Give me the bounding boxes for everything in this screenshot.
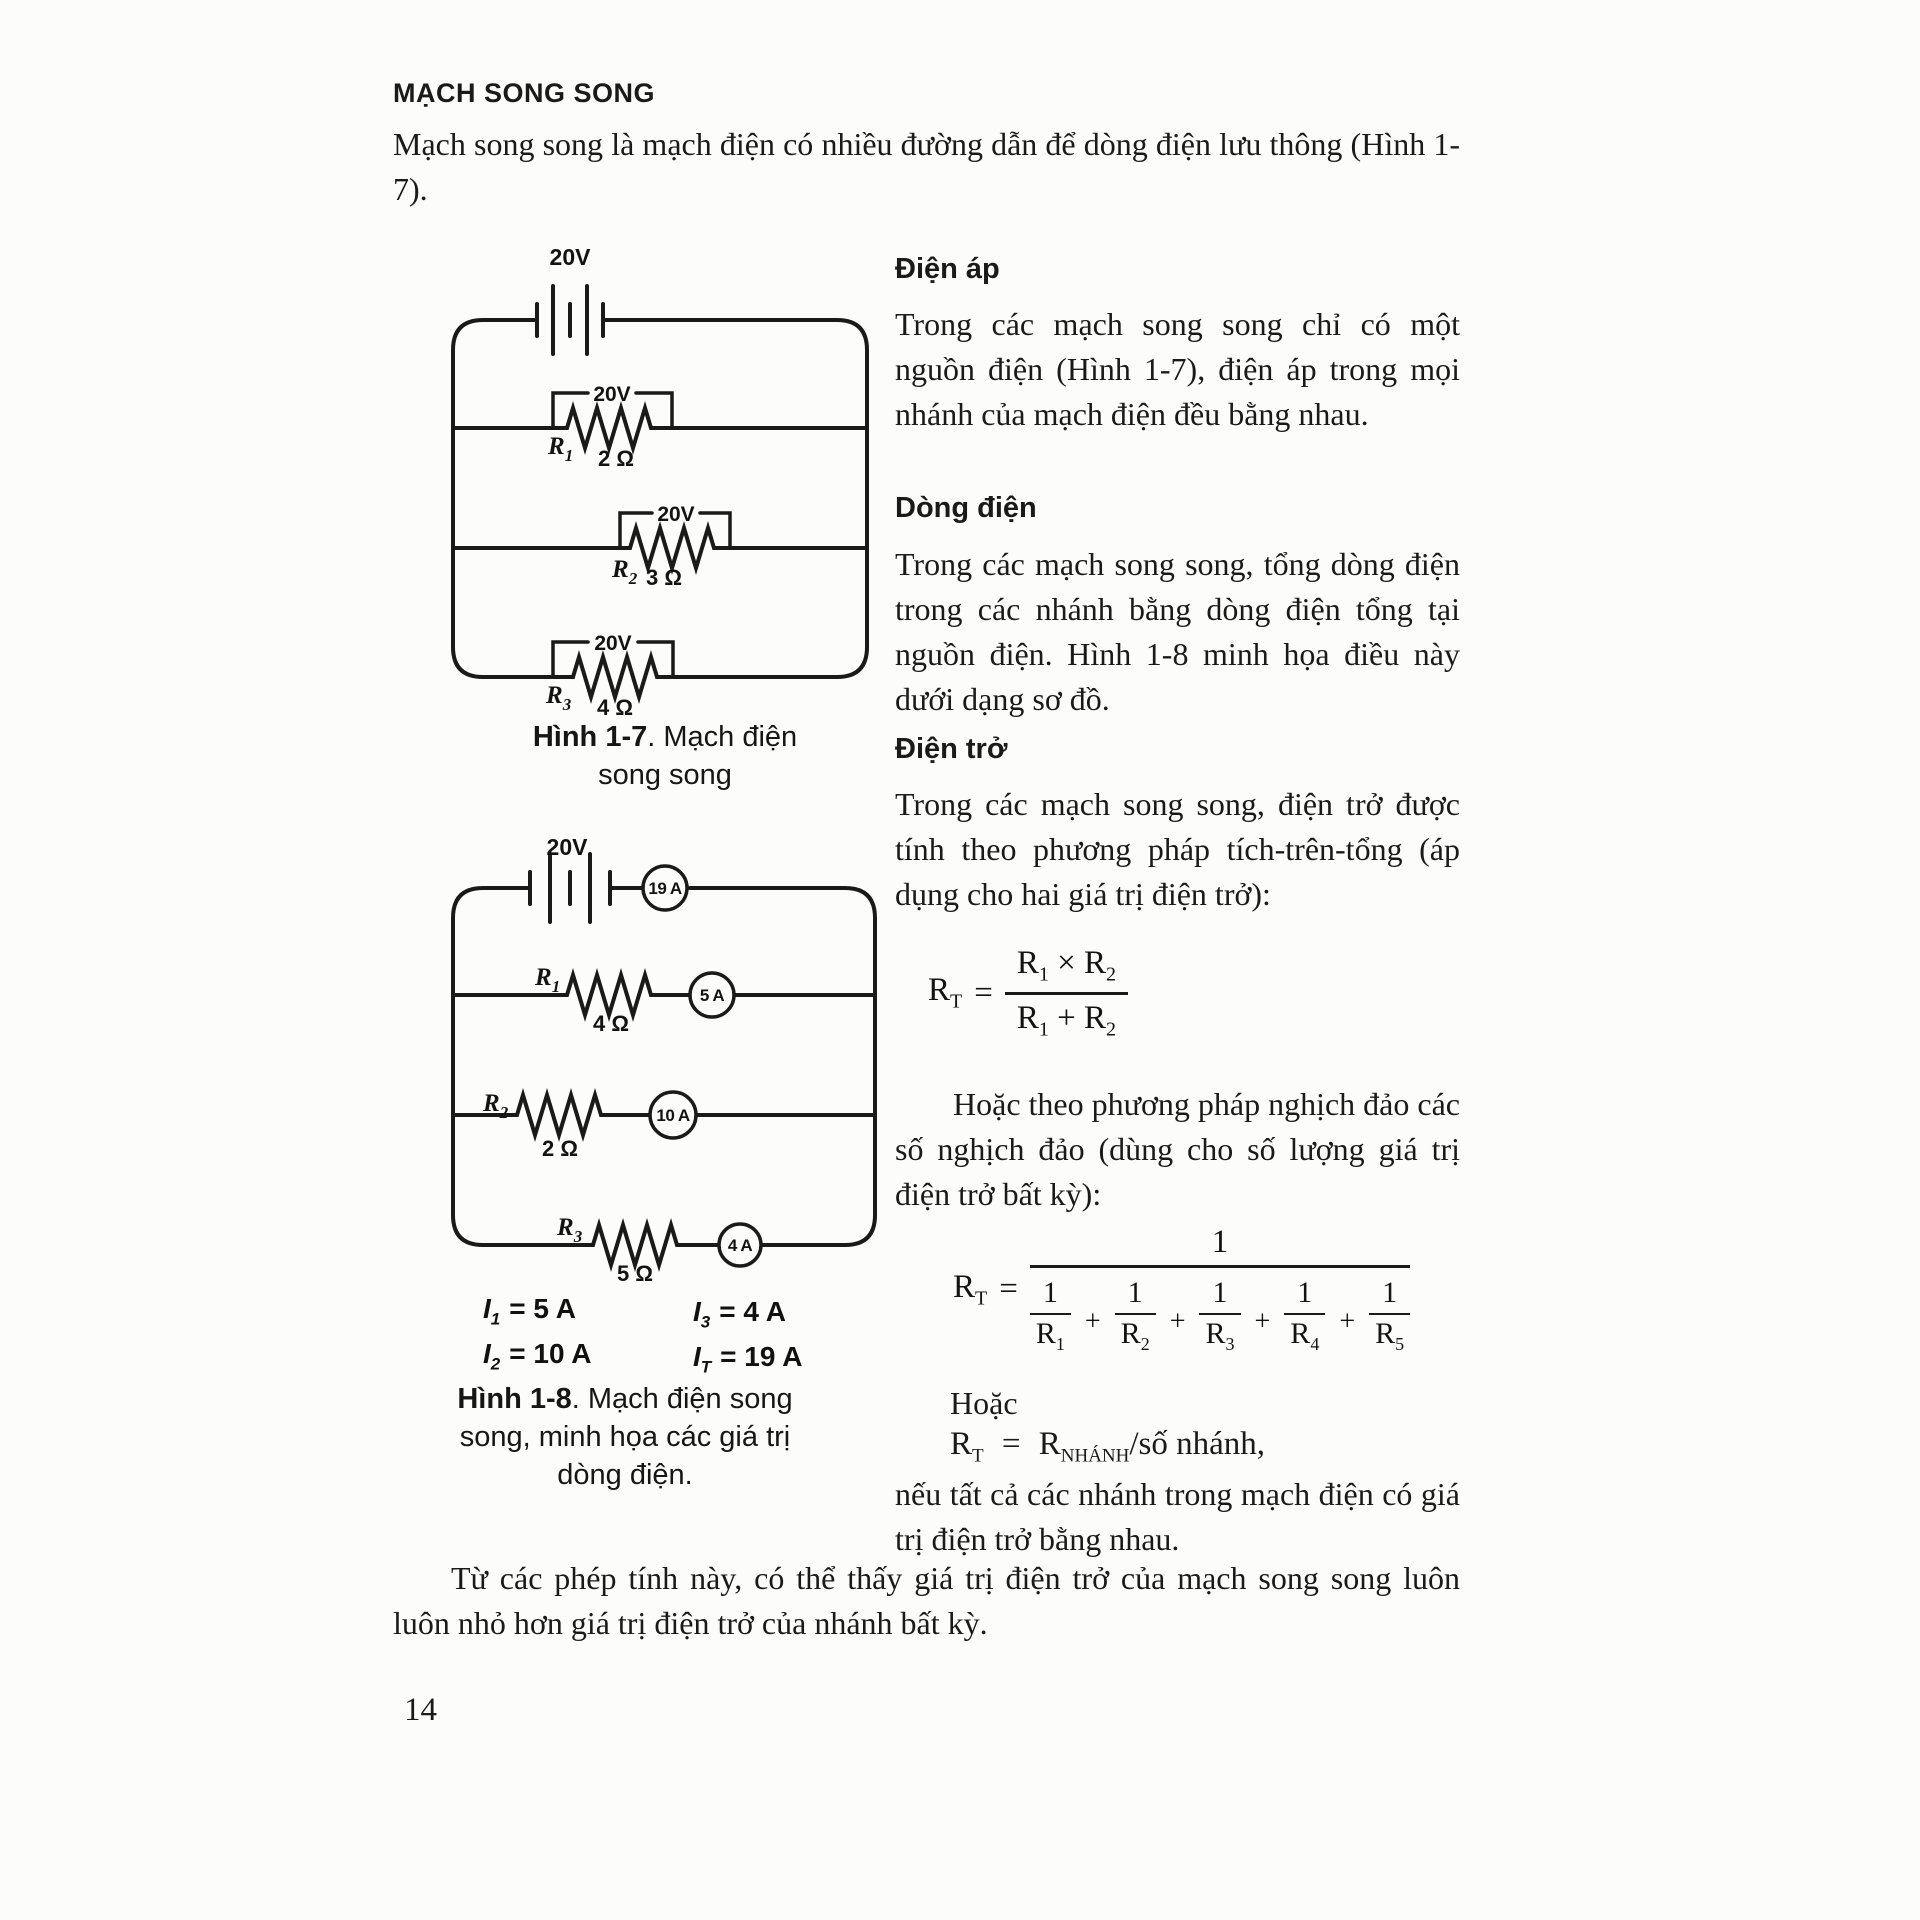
caption-line: song song (598, 759, 732, 791)
formula-reciprocal (953, 1224, 1410, 1355)
ammeter-r3-value: 4 A (727, 1236, 753, 1255)
formula-lhs: $R_T$ (950, 1426, 984, 1467)
resistor-r1-icon (453, 975, 875, 1015)
fig18-current-i2: $I_2 = 10$ A (483, 1338, 592, 1374)
resistor-r1-label: $R_1$ (548, 433, 574, 465)
fig18-current-i1: $I_1 = 5$ A (483, 1293, 576, 1329)
caption-line: Hình 1-8. Mạch điện song (457, 1383, 793, 1415)
figure-1-8-circuit-diagram (440, 833, 892, 1303)
formula-branch (950, 1426, 1265, 1468)
term-2: $\frac{1}{R_2}$ (1115, 1276, 1156, 1355)
heading-voltage: Điện áp (895, 253, 1000, 285)
ammeter-r2-value: 10 A (656, 1106, 690, 1125)
caption-line: Hình 1-7. Mạch điện (532, 721, 798, 753)
formula-lhs: $R_T$ (953, 1268, 988, 1310)
circuit-wires (453, 286, 867, 697)
resistor-r3-ohms: 5 Ω (617, 1261, 653, 1286)
circuit-wires (453, 854, 875, 1266)
plus-sign: + (1084, 1305, 1101, 1337)
term-4: $\frac{1}{R_4}$ (1284, 1276, 1325, 1355)
ammeter-r1-value: 5 A (699, 986, 725, 1005)
equals-sign: = (999, 1271, 1018, 1307)
resistor-r2-label: $R_2$ (483, 1090, 509, 1122)
figure-1-8-caption (395, 1380, 855, 1494)
fraction-denominator: $R_1 + R_2$ (1005, 992, 1128, 1042)
battery-voltage-label: 20V (546, 834, 588, 860)
plus-sign: + (1254, 1305, 1271, 1337)
r1-voltage-label: 20V (593, 383, 631, 406)
r2-voltage-label: 20V (657, 503, 695, 526)
paragraph-resistance: Trong các mạch song song, điện trở được tính theo phương pháp tích-trên-tổng (áp dụng cho hai giá trị điện trở): (895, 786, 1460, 912)
outer-loop-wire (453, 888, 875, 1265)
resistor-r3-label: $R_3$ (557, 1214, 583, 1246)
equals-sign: = (974, 974, 993, 1011)
heading-current: Dòng điện (895, 492, 1037, 524)
resistor-r1-label: $R_1$ (535, 964, 561, 996)
big-fraction (1030, 1224, 1410, 1355)
paragraph-current: Trong các mạch song song, tổng dòng điện trong các nhánh bằng dòng điện tổng tại nguồn điện. Hình 1-8 minh họa điều này dưới dạng sơ đồ. (895, 546, 1460, 717)
resistor-r3-label: $R_3$ (546, 682, 572, 714)
figure-1-7-circuit-diagram (440, 225, 890, 730)
paragraph-voltage: Trong các mạch song song chỉ có một nguồn điện (Hình 1-7), điện áp trong mọi nhánh của mạch điện đều bằng nhau. (895, 306, 1460, 432)
equals-sign: = (1001, 1426, 1021, 1462)
battery-icon (530, 854, 610, 922)
plus-sign: + (1169, 1305, 1186, 1337)
r3-voltage-label: 20V (594, 632, 632, 655)
resistor-r1-icon (453, 408, 867, 448)
resistor-r1-ohms: 2 Ω (598, 446, 634, 471)
caption-line: dòng điện. (557, 1459, 693, 1491)
resistor-r2-ohms: 3 Ω (646, 565, 682, 590)
intro-paragraph: Mạch song song là mạch điện có nhiều đường dẫn để dòng điện lưu thông (Hình 1-7). (393, 126, 1460, 207)
resistor-r2-label: $R_2$ (612, 556, 638, 588)
page-number: 14 (404, 1692, 437, 1728)
formula-rhs: $R_{NHÁNH}/số$ nhánh, (1038, 1426, 1266, 1467)
branch-note: nếu tất cả các nhánh trong mạch điện có giá trị điện trở bằng nhau. (895, 1476, 1460, 1557)
resistor-r3-ohms: 4 Ω (597, 695, 633, 720)
resistor-r2-icon (453, 528, 867, 568)
fraction-numerator: $R_1 \times R_2$ (1016, 945, 1117, 986)
caption-line: song, minh họa các giá trị (459, 1421, 791, 1453)
paragraph-reciprocal: Hoặc theo phương pháp nghịch đảo các số nghịch đảo (dùng cho số lượng giá trị điện trở bất kỳ): (895, 1086, 1460, 1212)
resistor-r1-ohms: 4 Ω (593, 1011, 629, 1036)
battery-icon (537, 286, 603, 354)
fraction (1005, 945, 1128, 1041)
term-5: $\frac{1}{R_5}$ (1369, 1276, 1410, 1355)
plus-sign: + (1339, 1305, 1356, 1337)
ammeter-total-value: 19 A (648, 879, 682, 898)
big-fraction-denominator (1030, 1265, 1410, 1355)
formula-product-over-sum (928, 945, 1128, 1041)
heading-resistance: Điện trở (895, 733, 1008, 765)
term-1: 1 $R_1$ (1030, 1276, 1071, 1355)
page-title: MẠCH SONG SONG (393, 78, 656, 108)
fig18-current-it: $I_T = 19$ A (693, 1341, 803, 1377)
resistor-r2-ohms: 2 Ω (542, 1136, 578, 1161)
hoac-label: Hoặc (950, 1385, 1018, 1421)
fig18-current-i3: $I_3 = 4$ A (693, 1296, 786, 1332)
battery-voltage-label: 20V (549, 244, 591, 270)
closing-paragraph: Từ các phép tính này, có thể thấy giá trị điện trở của mạch song song luôn luôn nhỏ hơn giá trị điện trở của nhánh bất kỳ. (393, 1560, 1460, 1641)
big-fraction-numerator: 1 (1211, 1224, 1229, 1260)
formula-lhs: $R_T$ (928, 972, 963, 1013)
term-3: $\frac{1}{R_3}$ (1199, 1276, 1240, 1355)
figure-1-7-caption (440, 718, 890, 794)
